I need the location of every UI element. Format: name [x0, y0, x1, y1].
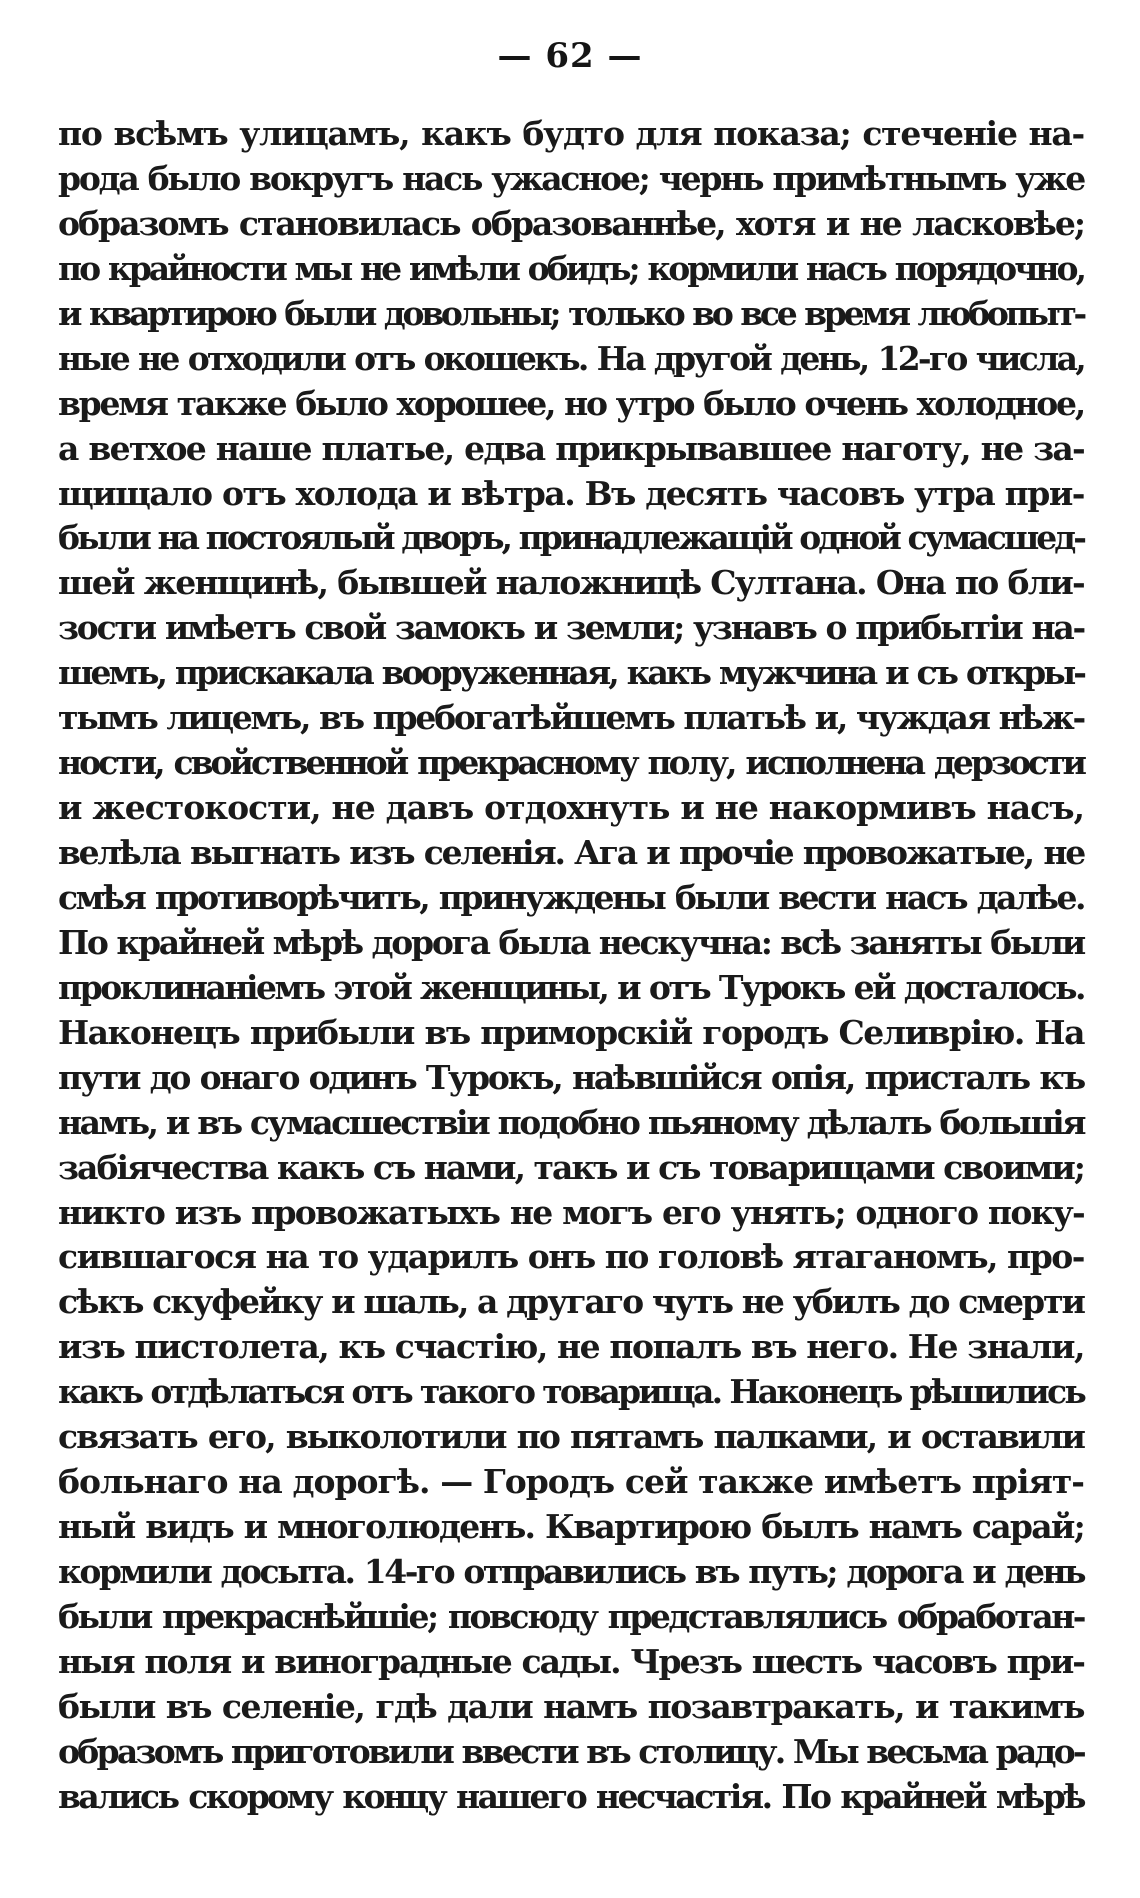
- text-line: пути до онаго одинъ Турокъ, наѣвшійся опія, присталъ къ: [58, 1057, 1084, 1097]
- text-line: смѣя противорѣчить, принуждены были вести насъ далѣе.: [58, 877, 1084, 917]
- text-line: проклинаніемъ этой женщины, и отъ Турокъ ей досталось.: [58, 967, 1084, 1007]
- text-line: намъ, и въ сумасшествіи подобно пьяному дѣлалъ большія: [58, 1102, 1084, 1142]
- text-line: никто изъ провожатыхъ не могъ его унять; одного поку-: [58, 1192, 1084, 1232]
- text-line: и квартирою были довольны; только во все время любопыт-: [58, 293, 1084, 333]
- text-line: ныя поля и виноградные сады. Чрезъ шесть часовъ при-: [58, 1641, 1084, 1681]
- text-line: а ветхое наше платье, едва прикрывавшее наготу, не за-: [58, 428, 1084, 468]
- text-line: шей женщинѣ, бывшей наложницѣ Султана. Она по бли-: [58, 563, 1084, 603]
- text-line: были на постоялый дворъ, принадлежащій одной сумасшед-: [58, 518, 1084, 558]
- text-line: велѣла выгнать изъ селенія. Ага и прочіе провожатые, не: [58, 833, 1084, 872]
- text-line: зости имѣетъ свой замокъ и земли; узнавъ о прибытіи на-: [58, 608, 1084, 648]
- text-line: тымъ лицемъ, въ пребогатѣйшемъ платьѣ и, чуждая нѣж-: [58, 698, 1084, 738]
- text-line: По крайней мѣрѣ дорога была нескучна: всѣ заняты были: [58, 922, 1084, 962]
- text-line: образомъ приготовили ввести въ столицу. Мы весьма радо-: [58, 1731, 1084, 1771]
- body-text: [58, 112, 1084, 1820]
- text-line: рода было вокругъ нась ужасное; чернь примѣтнымъ уже: [58, 158, 1084, 198]
- text-line: время также было хорошее, но утро было очень холодное,: [58, 383, 1084, 423]
- text-line: связать его, выколотили по пятамъ палками, и оставили: [58, 1417, 1084, 1457]
- text-line: были въ селеніе, гдѣ дали намъ позавтракать, и такимъ: [58, 1686, 1084, 1726]
- text-line: изъ пистолета, къ счастію, не попалъ въ него. Не знали,: [58, 1327, 1084, 1367]
- text-line: ные не отходили отъ окошекъ. На другой день, 12-го числа,: [58, 338, 1084, 378]
- text-line: щищало отъ холода и вѣтра. Въ десять часовъ утра при-: [58, 473, 1084, 513]
- text-line: ный видъ и многолюденъ. Квартирою былъ намъ сарай;: [58, 1507, 1084, 1547]
- text-line: были прекраснѣйшіе; повсюду представлялись обработан-: [58, 1596, 1084, 1636]
- text-line: забіячества какъ съ нами, такъ и съ товарищами своими;: [58, 1147, 1084, 1187]
- text-line: какъ отдѣлаться отъ такого товарища. Наконецъ рѣшились: [58, 1372, 1084, 1412]
- text-line: кормили досыта. 14-го отправились въ путь; дорога и день: [58, 1552, 1084, 1591]
- text-line: шемъ, прискакала вооруженная, какъ мужчина и съ откры-: [58, 653, 1084, 693]
- text-line: по крайности мы не имѣли обидъ; кормили насъ порядочно,: [58, 248, 1084, 288]
- text-line: больнаго на дорогѣ. — Городъ сей также имѣетъ пріят-: [58, 1462, 1084, 1502]
- text-line: образомъ становилась образованнѣе, хотя и не ласковѣе;: [58, 203, 1084, 243]
- page-number: — 62 —: [497, 36, 643, 76]
- text-line: по всѣмъ улицамъ, какъ будто для показа; стеченіе на-: [58, 114, 1084, 153]
- text-line: сѣкъ скуфейку и шаль, а другаго чуть не убилъ до смерти: [58, 1282, 1084, 1322]
- text-line: ности, свойственной прекрасному полу, исполнена дерзости: [58, 743, 1084, 783]
- text-line: сившагося на то ударилъ онъ по головѣ ятаганомъ, про-: [58, 1237, 1084, 1277]
- text-line: Наконецъ прибыли въ приморскій городъ Селиврію. На: [58, 1012, 1084, 1052]
- text-line: и жестокости, не давъ отдохнуть и не накормивъ насъ,: [58, 788, 1084, 828]
- text-line: вались скорому концу нашего несчастія. По крайней мѣрѣ: [58, 1776, 1084, 1816]
